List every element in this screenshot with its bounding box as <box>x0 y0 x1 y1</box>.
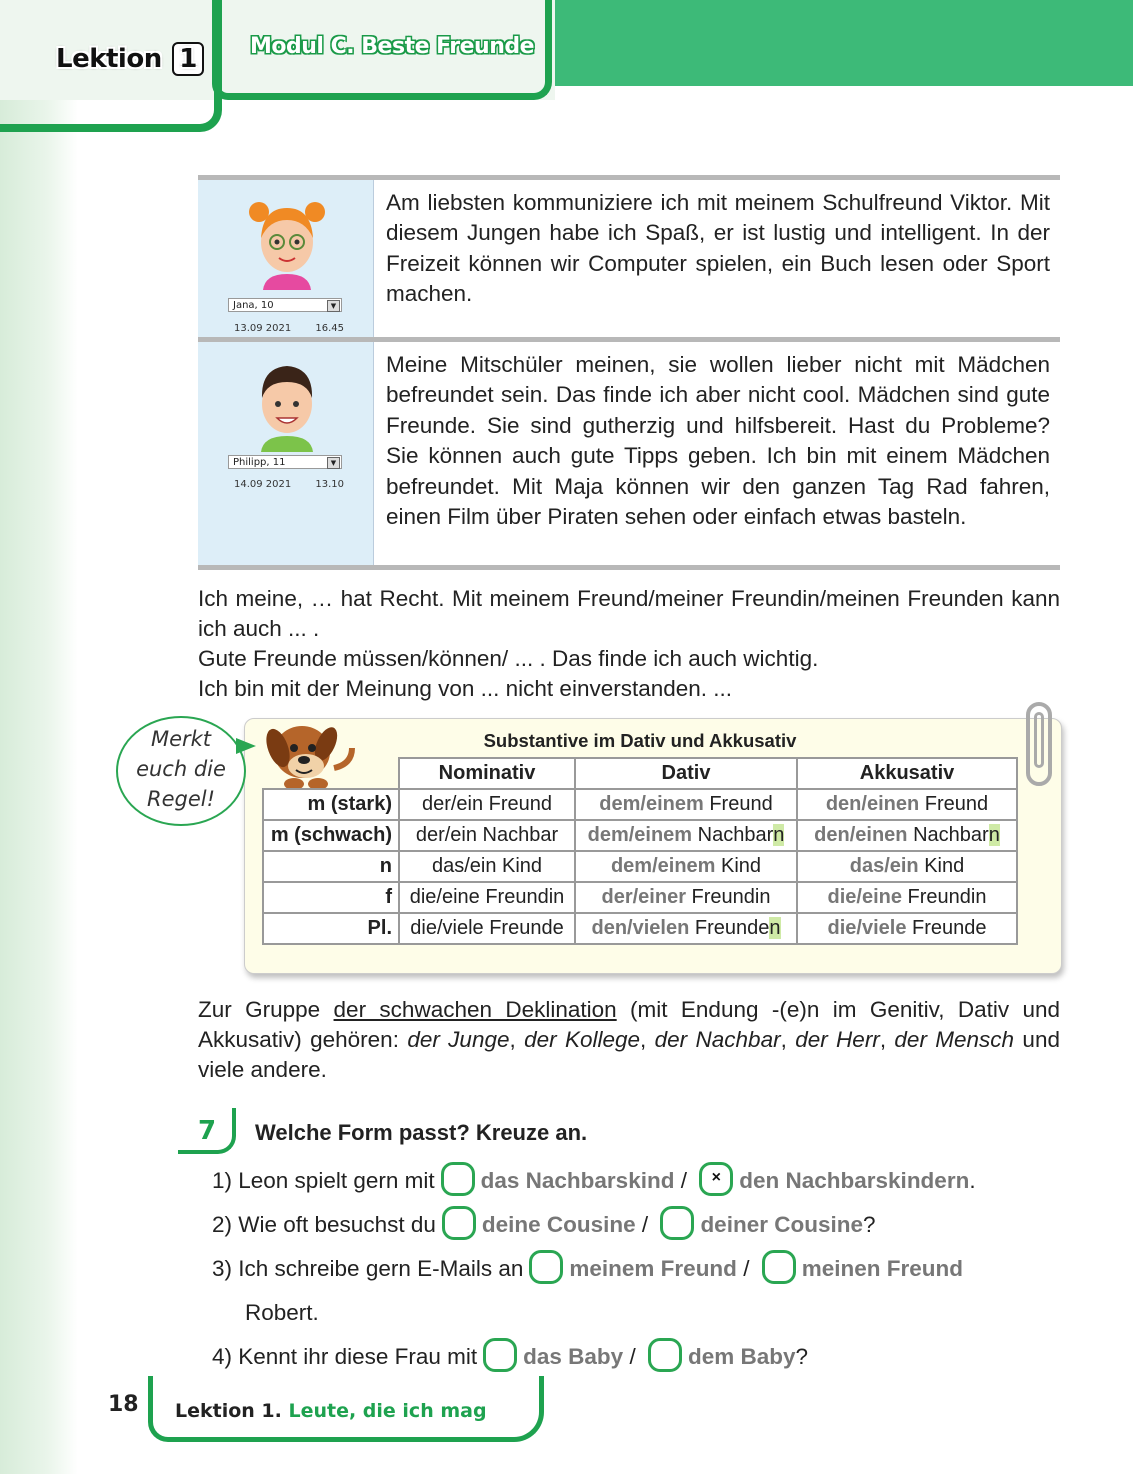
ending-highlight: n <box>769 917 781 939</box>
nominativ-cell: die/viele Freunde <box>399 913 575 944</box>
akkusativ-cell: den/einen Freund <box>797 789 1017 820</box>
left-margin-strip <box>0 0 78 1474</box>
answer-checkbox[interactable] <box>442 1206 476 1240</box>
answer-checkbox[interactable] <box>660 1206 694 1240</box>
declension-note: Zur Gruppe der schwachen Deklination (mit Endung -(e)n im Genitiv, Dativ und Akkusativ) gehören: der Junge, der Kollege, der Nachbar, der Herr, der Mensch und viele andere. <box>198 997 1060 1082</box>
rule-speech-bubble: Merkt euch die Regel! <box>116 716 246 826</box>
post-timestamp: 14.09 2021 13.10 <box>234 479 344 490</box>
akkusativ-cell: den/einen Nachbarn <box>797 820 1017 851</box>
dropdown-icon: ▼ <box>327 457 340 469</box>
phrase-line: Gute Freunde müssen/können/ ... . Das finde ich auch wichtig. <box>198 646 819 671</box>
nominativ-cell: das/ein Kind <box>399 851 575 882</box>
post-timestamp: 13.09 2021 16.45 <box>234 323 344 334</box>
exercise-item: 2) Wie oft besuchst du deine Cousine / deiner Cousine? <box>212 1209 876 1243</box>
answer-checkbox[interactable] <box>529 1250 563 1284</box>
header-bar <box>540 0 1133 86</box>
answer-checkbox[interactable] <box>762 1250 796 1284</box>
ending-highlight: n <box>988 824 1000 846</box>
exercise-item: 3) Ich schreibe gern E-Mails an meinem Freund / meinen Freund <box>212 1253 963 1287</box>
post-author-panel <box>198 342 374 565</box>
opinion-phrases <box>198 584 1060 704</box>
grammar-title: Substantive im Dativ und Akkusativ <box>483 730 797 751</box>
footer-title: Lektion 1. Leute, die ich mag <box>175 1400 487 1422</box>
table-row <box>263 789 1017 820</box>
forum-post <box>198 175 1060 337</box>
exercise-item-continuation: Robert. <box>245 1300 319 1325</box>
paperclip-inner <box>1034 712 1044 768</box>
column-header: Dativ <box>575 758 797 789</box>
girl-avatar-icon <box>245 190 329 290</box>
akkusativ-cell: die/viele Freunde <box>797 913 1017 944</box>
nominativ-cell: der/ein Freund <box>399 789 575 820</box>
phrase-line: Ich bin mit der Meinung von ... nicht einverstanden. ... <box>198 676 733 701</box>
answer-checkbox[interactable] <box>483 1338 517 1372</box>
row-label: Pl. <box>263 913 399 944</box>
post-text: Meine Mitschüler meinen, sie wollen lieber nicht mit Mädchen befreundet sein. Das finde ich aber nicht cool. Mädchen sind gute Freunde. Sie sind gutherzig und hilfsbereit. Hast du Probleme? Sie können auch gute Tipps geben. Ich bin mit einem Mädchen befreundet. Mit Maja können wir den ganzen Tag Rad fahren, einen Film über Piraten sehen oder einfach etwas basteln. <box>386 352 1050 530</box>
row-label: m (stark) <box>263 789 399 820</box>
ending-highlight: n <box>773 824 785 846</box>
dativ-cell: dem/einem Kind <box>575 851 797 882</box>
author-select[interactable]: Jana, 10 ▼ <box>228 298 342 312</box>
bubble-tail <box>236 738 256 754</box>
table-row <box>263 882 1017 913</box>
answer-checkbox[interactable] <box>648 1338 682 1372</box>
exercise-item: 1) Leon spielt gern mit das Nachbarskind / × den Nachbarskindern. <box>212 1165 976 1199</box>
nominativ-cell: die/eine Freundin <box>399 882 575 913</box>
table-row <box>263 913 1017 944</box>
table-row <box>263 851 1017 882</box>
post-text: Am liebsten kommuniziere ich mit meinem Schulfreund Viktor. Mit diesem Jungen habe ich Spaß, er ist lustig und intelligent. In der Freizeit können wir Computer spielen, ein Buch lesen oder Sport machen. <box>386 190 1050 307</box>
post-author-panel <box>198 180 374 337</box>
dropdown-icon: ▼ <box>327 300 340 312</box>
table-row <box>263 820 1017 851</box>
lektion-heading: Lektion 1 <box>56 44 204 74</box>
akkusativ-cell: das/ein Kind <box>797 851 1017 882</box>
declension-table <box>262 757 1018 945</box>
column-header: Akkusativ <box>797 758 1017 789</box>
row-label: f <box>263 882 399 913</box>
table-header-row <box>263 758 1017 789</box>
row-label: n <box>263 851 399 882</box>
modul-heading: Modul C. Beste Freunde <box>250 34 535 59</box>
exercise-number: 7 <box>178 1108 238 1156</box>
page-number: 18 <box>108 1392 139 1417</box>
akkusativ-cell: die/eine Freundin <box>797 882 1017 913</box>
answer-checkbox[interactable] <box>441 1162 475 1196</box>
boy-avatar-icon <box>245 352 329 452</box>
dativ-cell: der/einer Freundin <box>575 882 797 913</box>
answer-checkbox-checked[interactable]: × <box>699 1162 733 1196</box>
row-label: m (schwach) <box>263 820 399 851</box>
dativ-cell: den/vielen Freunden <box>575 913 797 944</box>
dativ-cell: dem/einem Nachbarn <box>575 820 797 851</box>
exercise-item: 4) Kennt ihr diese Frau mit das Baby / dem Baby? <box>212 1341 808 1375</box>
forum-post <box>198 337 1060 570</box>
nominativ-cell: der/ein Nachbar <box>399 820 575 851</box>
author-select[interactable]: Philipp, 11 ▼ <box>228 455 342 469</box>
dativ-cell: dem/einem Freund <box>575 789 797 820</box>
column-header: Nominativ <box>399 758 575 789</box>
phrase-line: Ich meine, … hat Recht. Mit meinem Freund/meiner Freundin/meinen Freunden kann ich auch ... . <box>198 586 1060 641</box>
forum-posts <box>198 175 1060 570</box>
exercise-title: Welche Form passt? Kreuze an. <box>255 1120 588 1145</box>
